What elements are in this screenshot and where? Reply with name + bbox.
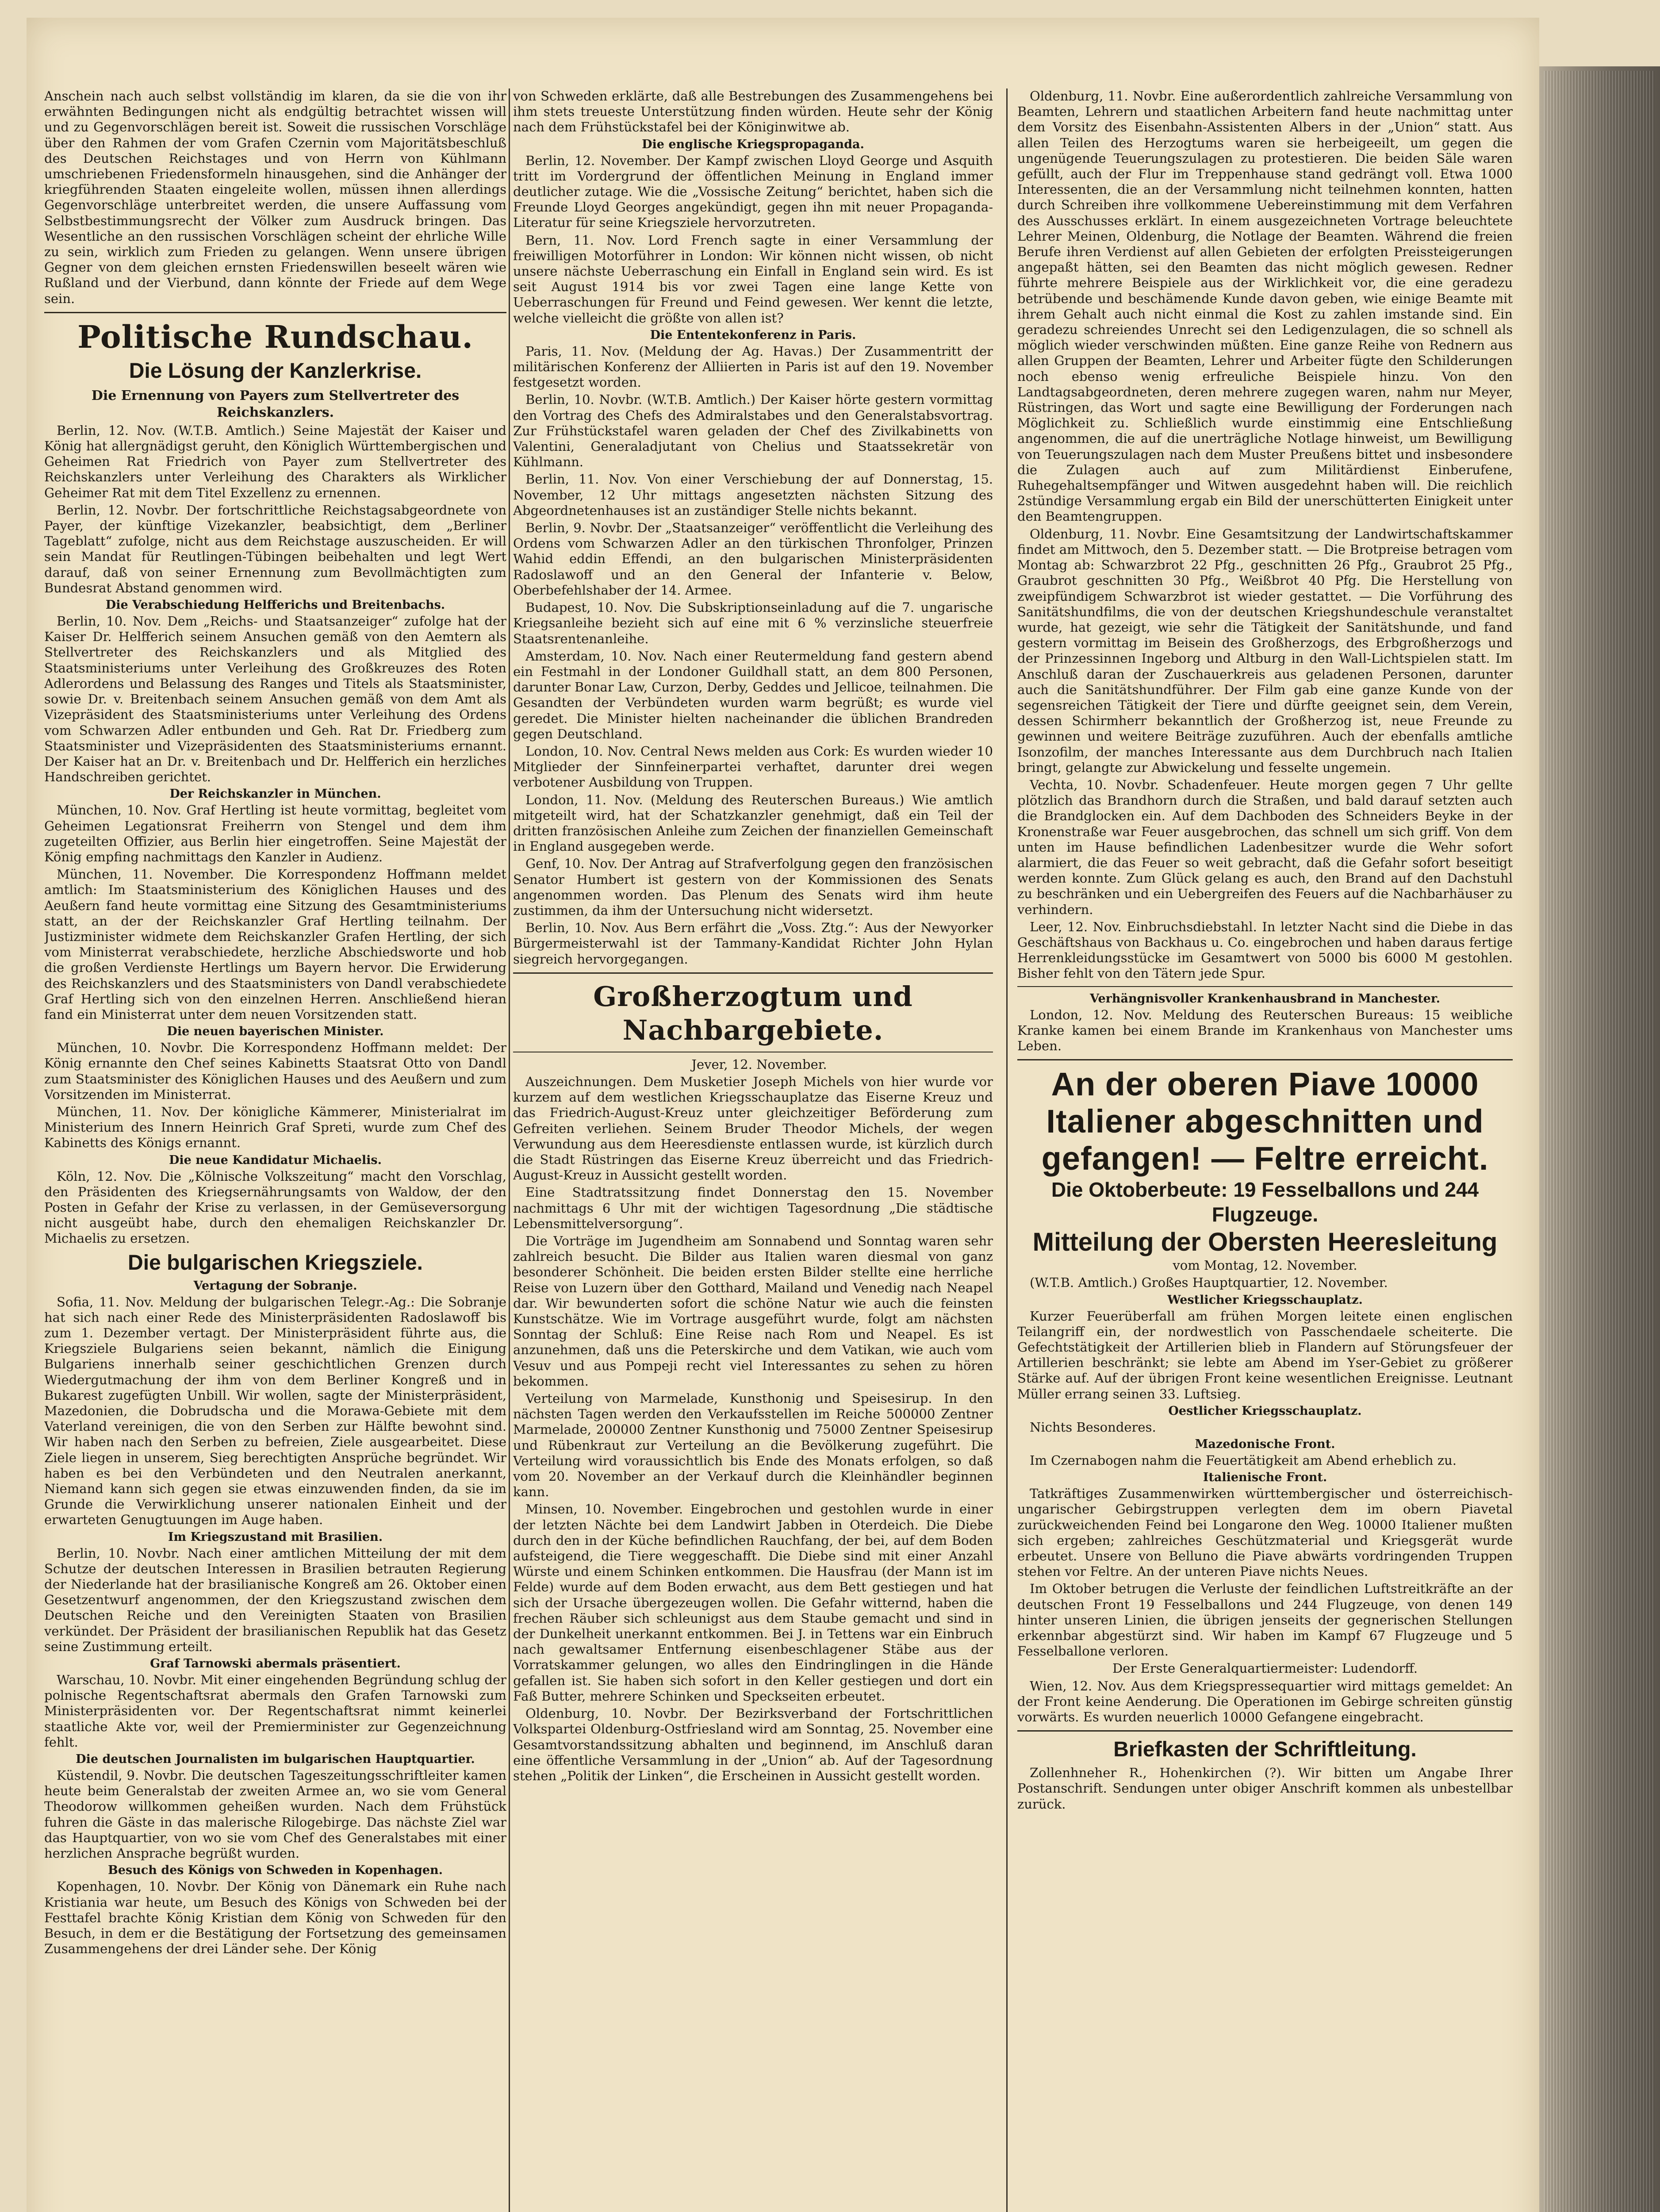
divider: [1017, 1730, 1513, 1732]
article-paragraph: Berlin, 12. Nov. (W.T.B. Amtlich.) Seine Majestät der Kaiser und König hat allergnädigst geruht, den Königlich Württembergischen und Geheimen Rat Friedrich von Payer zum Stellvertreter des Reichskanzlers unter Verleihung des Charakters als Wirklicher Geheimer Rat mit dem Titel Exzellenz zu ernennen.: [44, 422, 506, 500]
column-rule-1: [509, 88, 510, 2212]
article-paragraph: Sofia, 11. Nov. Meldung der bulgarischen Telegr.-Ag.: Die Sobranje hat sich nach einer Rede des Ministerpräsidenten Radoslawoff bis zum 1. Dezember vertagt. Der Ministerpräsident führte aus, die Kriegsziele Bulgariens seien bekannt, nämlich die Einigung Bulgariens innerhalb seiner geschichtlichen Grenzen durch Wiedergutmachung der ihm von dem Berliner Kongreß und in Bukarest zugefügten Unbill. Wir wollen, sagte der Ministerpräsident, Mazedonien, die Dobrudscha und die Morawa-Gebiete mit dem Vaterland vereinigen, die von den Serben zur Hälfte bewohnt sind. Wir haben nach den Serben zu befreien, Ziele ausgearbeitet. Diese Ziele liegen in unserem, Sieg berechtigten Ansprüche begründet. Wir haben es bei den Verbündeten und den Neutralen anerkannt, Niemand kann sich gegen sie etwas einzuwenden finden, da sie im Grunde die Verwirklichung unserer nationalen Einheit und der erwarteten Genugtuungen im Auge haben.: [44, 1294, 506, 1528]
article-paragraph: Budapest, 10. Nov. Die Subskriptionseinladung auf die 7. ungarische Kriegsanleihe bezieht sich auf eine mit 6 % verzinsliche steuerfreie Staatsrentenanleihe.: [513, 600, 993, 646]
headline-briefkasten: Briefkasten der Schriftleitung.: [1113, 1738, 1417, 1762]
war-date: vom Montag, 12. November.: [1173, 1258, 1357, 1273]
headline-bulgarische-kriegsziele: Die bulgarischen Kriegsziele.: [128, 1251, 423, 1275]
article-paragraph: München, 11. Nov. Der königliche Kämmerer, Ministerialrat im Ministerium des Innern Heinrich Graf Spreti, wurde zum Chef des Kabinetts des Königs ernannt.: [44, 1104, 506, 1151]
article-paragraph: Berlin, 10. Novbr. Nach einer amtlichen Mitteilung der mit dem Schutze der deutschen Interessen in Brasilien betrauten Regierung der Niederlande hat der brasilianische Kongreß am 26. Oktober einen Gesetzentwurf angenommen, der den Kriegszustand zwischen dem Deutschen Reiche und den Vereinigten Staaten von Brasilien verkündet. Der Präsident der brasilianischen Republik hat das Gesetz seine Zustimmung erteilt.: [44, 1545, 506, 1654]
subheadline-manchester: Verhängnisvoller Krankenhausbrand in Manchester.: [1090, 991, 1440, 1006]
article-paragraph: (W.T.B. Amtlich.) Großes Hauptquartier, 12. November.: [1030, 1275, 1388, 1290]
column-2: [513, 88, 993, 2212]
article-paragraph: Paris, 11. Nov. (Meldung der Ag. Havas.) Der Zusammentritt der militärischen Konferenz der Alliierten in Paris ist auf den 19. November festgesetzt worden.: [513, 343, 993, 390]
divider: [44, 312, 506, 313]
article-paragraph: Warschau, 10. Novbr. Mit einer eingehenden Begründung schlug der polnische Regentschaftsrat abermals den Grafen Tarnowski zum Ministerpräsidenten vor. Der Regentschaftsrat nimmt keinerlei staatliche Akte vor, weil der Premierminister zur Gegenzeichnung fehlt.: [44, 1672, 506, 1750]
subheadline: Die neue Kandidatur Michaelis.: [169, 1153, 382, 1167]
war-headline-heeresleitung: Mitteilung der Obersten Heeresleitung: [1032, 1228, 1498, 1257]
dateline: Jever, 12. November.: [691, 1056, 827, 1072]
divider: [1017, 1059, 1513, 1060]
article-paragraph: Kopenhagen, 10. Novbr. Der König von Dänemark ein Ruhe nach Kristiania war heute, um Besuch des Königs von Schweden bei der Festtafel brachte König Kristian dem König von Schweden für den Besuch, in dem er die Bestätigung der Fortsetzung des gemeinsamen Zusammengehens der drei Länder sehe. Der König: [44, 1879, 506, 1957]
article-paragraph: Berlin, 10. Nov. Aus Bern erfährt die „Voss. Ztg.“: Aus der Newyorker Bürgermeisterwahl ist der Tammany-Kandidat Richter John Hylan siegreich hervorgegangen.: [513, 920, 993, 967]
article-paragraph: Auszeichnungen. Dem Musketier Joseph Michels von hier wurde vor kurzem auf dem westlichen Kriegsschauplatze das Eiserne Kreuz und das Friedrich-August-Kreuz unter gleichzeitiger Beförderung zum Gefreiten verliehen. Seinem Bruder Theodor Michels, der wegen Verwundung aus dem Heeresdienste entlassen wurde, ist kürzlich durch die Stadt Rüstringen das Eiserne Kreuz überreicht und das Friedrich-August-Kreuz in Aussicht gestellt worden.: [513, 1074, 993, 1183]
article-paragraph: Berlin, 12. November. Der Kampf zwischen Lloyd George und Asquith tritt im Vordergrund der öffentlichen Meinung in England immer deutlicher zutage. Wie die „Vossische Zeitung“ berichtet, haben sich die Freunde Lloyd Georges angekündigt, gegen ihn mit neuer Propaganda-Literatur für seine Kriegsziele hervorzutreten.: [513, 153, 993, 230]
column-rule-2: [1006, 88, 1008, 2212]
article-paragraph: Oldenburg, 10. Novbr. Der Bezirksverband der Fortschrittlichen Volkspartei Oldenburg-Ostfriesland wird am Sonntag, 25. November eine Gesamtvorstandssitzung abhalten und beginnend, im Anschluß daran eine öffentliche Versammlung in der „Union“ ab. Auf der Tagesordnung stehen „Politik der Linken“, die Erscheinen in Aussicht gestellt worden.: [513, 1706, 993, 1783]
article-paragraph: Im Oktober betrugen die Verluste der feindlichen Luftstreitkräfte an der deutschen Front 19 Fesselballons und 244 Flugzeuge, von denen 149 hinter unseren Linien, die übrigen jenseits der gegnerischen Stellungen erkennbar abgestürzt sind. Wir haben im Kampf 67 Flugzeuge und 5 Fesselballone verloren.: [1017, 1581, 1513, 1659]
article-paragraph: Verteilung von Marmelade, Kunsthonig und Speisesirup. In den nächsten Tagen werden den Verkaufsstellen im Reiche 500000 Zentner Marmelade, 200000 Zentner Kunsthonig und 75000 Zentner Speisesirup und Rübenkraut zur Verteilung an die Bevölkerung zugeführt. Die Verteilung wird voraussichtlich bis Ende des Monats erfolgen, so daß vom 20. November an der Verkauf durch die Kleinhändler beginnen kann.: [513, 1391, 993, 1500]
article-paragraph: Nichts Besonderes.: [1030, 1419, 1156, 1435]
article-paragraph: Leer, 12. Nov. Einbruchsdiebstahl. In letzter Nacht sind die Diebe in das Geschäftshaus von Backhaus u. Co. eingebrochen und haben daraus fertige Herrenkleidungsstücke im Gesamtwert von 5000 bis 6000 M gestohlen. Bisher fehlt von den Tätern jede Spur.: [1017, 919, 1513, 981]
article-paragraph: Wien, 12. Nov. Aus dem Kriegspressequartier wird mittags gemeldet: An der Front keine Aenderung. Die Operationen im Gebirge schreiten günstig vorwärts. Es wurden neuerlich 10000 Gefangene eingebracht.: [1017, 1678, 1513, 1725]
subheadline: Die neuen bayerischen Minister.: [167, 1025, 384, 1039]
article-paragraph: Amsterdam, 10. Nov. Nach einer Reutermeldung fand gestern abend ein Festmahl in der Londoner Guildhall statt, an dem 800 Personen, darunter Bonar Law, Curzon, Derby, Geddes und Jellicoe, teilnahmen. Die Gesandten der Verbündeten wurden warm begrüßt; es wurde viel geredet. Die Minister hielten nacheinander die üblichen Brandreden gegen Deutschland.: [513, 648, 993, 741]
subheadline: Graf Tarnowski abermals präsentiert.: [150, 1657, 401, 1671]
war-headline-oktoberbeute: Die Oktoberbeute: 19 Fesselballons und 244 Flugzeuge.: [1051, 1178, 1479, 1226]
article-paragraph: Küstendil, 9. Novbr. Die deutschen Tageszeitungsschriftleiter kamen heute beim Generalstab der zweiten Armee an, wo sie vom General Theodorow willkommen geheißen wurden. Nach dem Frühstück fuhren die Gäste in das malerische Rilogebirge. Das nächste Ziel war das Hauptquartier, von wo sie vom Chef des Generalstabes mit einer herzlichen Ansprache begrüßt wurden.: [44, 1768, 506, 1861]
war-headline-piave: An der oberen Piave 10000 Italiener abgeschnitten und gefangen! — Feltre erreicht.: [1041, 1066, 1489, 1177]
article-paragraph: München, 11. November. Die Korrespondenz Hoffmann meldet amtlich: Im Staatsministerium des Königlichen Hauses und des Aeußern fand heute vormittag eine Sitzung des Gesamtministeriums statt, an der der Reichskanzler Graf Hertling teilnahm. Der Justizminister widmete dem Reichskanzler Grafen Hertling, der sich vom Ministerrat verabschiedete, herzliche Abschiedsworte und hob die großen Verdienste Hertlings um Bayern hervor. Die Erwiderung des Reichskanzlers und des Staatsministers von Dandl verabschiedete Graf Hertling sich von den einzelnen Herren. Anschließend hieran fand ein Ministerrat unter dem neuen Vorsitzenden statt.: [44, 867, 506, 1022]
article-paragraph: Zollenhneher R., Hohenkirchen (?). Wir bitten um Angabe Ihrer Postanschrift. Sendungen unter obiger Anschrift kommen als unbestellbar zurück.: [1017, 1765, 1513, 1812]
article-paragraph: Bern, 11. Nov. Lord French sagte in einer Versammlung der freiwilligen Motorführer in London: Wir können nicht wissen, ob nicht unsere nächste Ueberraschung ein Einfall in England sein wird. Es ist seit August 1914 bis vor zwei Tagen eine lange Kette von Ueberraschungen für Freund und Feind gewesen. Wer kennt die letzte, welche vielleicht die größte von allen ist?: [513, 232, 993, 326]
intro-paragraph: Anschein nach auch selbst vollständig im klaren, da sie die von ihr erwähnten Bedingungen nicht als endgültig betrachtet wissen will und zu Gegenvorschlägen bereit ist. Soweit die russischen Vorschläge über den Rahmen der vom Grafen Czernin vom Majoritätsbeschluß des Deutschen Reichstages und von Herrn von Kühlmann umschriebenen Friedensformeln hinausgehen, sind die Anhänger der kriegführenden Staaten eingeleite wollen, müssen ihnen allerdings Gegenvorschläge unterbreitet werden, die unsere Auffassung vom Selbstbestimmungsrecht der Völker zum Ausdruck bringen. Das Wesentliche an den russischen Vorschlägen scheint der ehrliche Wille zu sein, wirklich zum Frieden zu gelangen. Wenn unsere übrigen Gegner von dem gleichen ernsten Friedenswillen beseelt wären wie Rußland und der Vierbund, dann könnte der Friede auf dem Wege sein.: [44, 88, 506, 306]
article-paragraph: London, 12. Nov. Meldung des Reuterschen Bureaus: 15 weibliche Kranke kamen bei einem Brande im Krankenhaus von Manchester ums Leben.: [1017, 1007, 1513, 1053]
divider: [513, 972, 993, 974]
article-paragraph: Kurzer Feuerüberfall am frühen Morgen leitete einen englischen Teilangriff ein, der nordwestlich von Passchendaele scheiterte. Die Gefechtstätigkeit der Artillerien blieb in Flandern auf Störungsfeuer der Artillerien beschränkt; sie lebte am Abend im Yser-Gebiet zu größerer Stärke auf. Auf der übrigen Front keine wesentlichen Ereignisse. Leutnant Müller errang seinen 33. Luftsieg.: [1017, 1308, 1513, 1402]
subheadline-west: Westlicher Kriegsschauplatz.: [1167, 1293, 1363, 1307]
section-title-grossherzogtum: Großherzogtum und Nachbargebiete.: [593, 980, 913, 1046]
subheadline: Der Reichskanzler in München.: [169, 787, 381, 801]
article-paragraph: München, 10. Nov. Graf Hertling ist heute vormittag, begleitet vom Geheimen Legationsrat Freiherrn von Stengel und dem ihm zugeteilten Offizier, aus Berlin hier eingetroffen. Seine Majestät der König empfing nachmittags den Kanzler in Audienz.: [44, 803, 506, 864]
subheadline: Vertagung der Sobranje.: [193, 1279, 357, 1293]
book-edge-pages: [1544, 71, 1654, 2212]
article-paragraph: Eine Stadtratssitzung findet Donnerstag den 15. November nachmittags 6 Uhr mit der wichtigen Tagesordnung „Die städtische Lebensmittelversorgung“.: [513, 1185, 993, 1231]
article-paragraph: Minsen, 10. November. Eingebrochen und gestohlen wurde in einer der letzten Nächte bei dem Landwirt Jabben in Oterdeich. Die Diebe durch den in der Küche befindlichen Rauchfang, der bei, auf dem Boden aufsteigend, die Tiere weggeschafft. Die Diebe sind mit einer Anzahl Würste und einem Schinken entkommen. Die Hausfrau (der Mann ist im Felde) wurde auf dem Boden erwacht, aus dem Bett gestiegen und hat sich der Ursache übergezeugen wollen. Die Gefahr witternd, haben die frechen Räuber sich schleunigst aus dem Staube gemacht und sind in der Dunkelheit unerkannt entkommen. Bei J. in Tettens war ein Einbruch nach gewaltsamer Entfernung eisenbeschlagener Stäbe aus der Vorratskammer gelungen, wo alles den Eindringlingen in die Hände gefallen ist. Sie haben sich sofort in den Keller gestiegen und dort ein Faß Butter, mehrere Schinken und Speckseiten erbeutet.: [513, 1502, 993, 1704]
subheadline-italy: Italienische Front.: [1203, 1471, 1327, 1485]
article-paragraph: Vechta, 10. Novbr. Schadenfeuer. Heute morgen gegen 7 Uhr gellte plötzlich das Brandhorn durch die Straßen, und bald darauf setzten auch die Brandglocken ein. Auf dem Dachboden des Schneiders Beyke in der Kronenstraße war Feuer ausgebrochen, das schnell um sich griff. Von dem unten im Hause befindlichen Ladenbesitzer wurde die Wehr sofort alarmiert, die das Feuer so weit gebracht, daß die Gefahr sofort beseitigt werden konnte. Zum Glück gelang es auch, den Brand auf den Dachstuhl zu beschränken und ein Uebergreifen des Feuers auf die Nachbarhäuser zu verhindern.: [1017, 777, 1513, 917]
subheadline-payer: Die Ernennung von Payers zum Stellvertreter des Reichskanzlers.: [91, 388, 460, 420]
subheadline: Im Kriegszustand mit Brasilien.: [168, 1530, 383, 1544]
subheadline: Die Verabschiedung Helfferichs und Breitenbachs.: [105, 598, 445, 612]
article-paragraph: Berlin, 12. Novbr. Der fortschrittliche Reichstagsabgeordnete von Payer, der künftige Vizekanzler, beabsichtigt, dem „Berliner Tageblatt“ zufolge, nicht aus dem Reichstage auszuscheiden. Er will sein Mandat für Reutlingen-Tübingen beibehalten und legt Wert darauf, daß von seiner Ernennung zum Bevollmächtigten zum Bundesrat Abstand genommen wird.: [44, 502, 506, 595]
article-paragraph: Die Vorträge im Jugendheim am Sonnabend und Sonntag waren sehr zahlreich besucht. Die Bilder aus Italien waren diesmal von ganz besonderer Schönheit. Die beiden ersten Bilder stellte eine herrliche Reise von Luzern über den Gotthard, Mailand und Venedig nach Neapel dar. Wir bewunderten sofort die schöne Natur wie auch die feinsten Kunstschätze. Wie im Vortrage ausgeführt wurde, folgt am nächsten Sonntag der Schluß: Eine Reise nach Rom und Neapel. Es ist anzunehmen, daß uns die Peterskirche und dem Vatikan, wie auch vom Vesuv und aus Pompeji recht viel Interessantes zu sehen zu hören bekommen.: [513, 1233, 993, 1389]
column-1: [44, 88, 506, 2212]
subheadline-east: Oestlicher Kriegsschauplatz.: [1168, 1404, 1362, 1418]
article-paragraph: Köln, 12. Nov. Die „Kölnische Volkszeitung“ macht den Vorschlag, den Präsidenten des Kriegsernährungsamts von Waldow, der den Posten in Gefahr der Krise zu verlassen, in der Gemüseversorgung nicht ausgeübt habe, durch den ehemaligen Reichskanzler Dr. Michaelis zu ersetzen.: [44, 1168, 506, 1246]
article-paragraph: Im Czernabogen nahm die Feuertätigkeit am Abend erheblich zu.: [1030, 1453, 1457, 1468]
article-paragraph: London, 10. Nov. Central News melden aus Cork: Es wurden wieder 10 Mitglieder der Sinnfeinerpartei verhaftet, darunter drei wegen verbotener Ausbildung von Truppen.: [513, 743, 993, 790]
column-3: [1017, 88, 1513, 2212]
article-paragraph: von Schweden erklärte, daß alle Bestrebungen des Zusammengehens bei ihm stets treueste Unterstützung finden würden. Heute sehr der König nach dem Frühstückstafel bei der Königinwitwe ab.: [513, 88, 993, 135]
subheadline-macedonia: Mazedonische Front.: [1195, 1437, 1335, 1452]
article-paragraph: Tatkräftiges Zusammenwirken württembergischer und österreichisch-ungarischer Gebirgstruppen verlegten dem im obern Piavetal zurückweichenden Feind bei Longarone den Weg. 10000 Italiener mußten sich ergeben; zahlreiches Geschützmaterial und Kriegsgerät wurde erbeutet. Unsere von Belluno die Piave abwärts vordringenden Truppen stehen vor Feltre. An der unteren Piave nichts Neues.: [1017, 1486, 1513, 1579]
article-paragraph: Berlin, 10. Novbr. (W.T.B. Amtlich.) Der Kaiser hörte gestern vormittag den Vortrag des Chefs des Admiralstabes und den Generalstabsvortrag. Zur Frühstückstafel waren geladen der Chef des Zivilkabinetts von Valentini, Generaladjutant von Chelius und Staatssekretär von Kühlmann.: [513, 392, 993, 470]
section-title-politische-rundschau: Politische Rundschau.: [77, 318, 473, 355]
subheadline: Die englische Kriegspropaganda.: [642, 137, 864, 151]
headline-kanzlerkrise: Die Lösung der Kanzlerkrise.: [129, 359, 422, 383]
article-paragraph: London, 11. Nov. (Meldung des Reuterschen Bureaus.) Wie amtlich mitgeteilt wird, hat der Schatzkanzler genehmigt, daß ein Teil der dritten französischen Anleihe zum Zeichen der finanziellen Gemeinschaft in England ausgegeben werde.: [513, 792, 993, 854]
subheadline: Die deutschen Journalisten im bulgarischen Hauptquartier.: [76, 1752, 475, 1767]
article-paragraph: Berlin, 10. Nov. Dem „Reichs- und Staatsanzeiger“ zufolge hat der Kaiser Dr. Helfferich seinem Ansuchen gemäß von den Aemtern als Stellvertreter des Reichskanzlers und als Mitglied des Staatsministeriums unter Verleihung des Großkreuzes des Roten Adlerordens und Belassung des Ranges und Titels als Staatsminister, sowie Dr. v. Breitenbach seinem Ansuchen gemäß von dem Amt als Vizepräsident des Staatsministeriums unter Verleihung des Ordens vom Schwarzen Adler entbunden und Geh. Rat Dr. Friedberg zum Staatsminister und Vizepräsidenten des Staatsministeriums ernannt. Der Kaiser hat an Dr. v. Breitenbach und Dr. Helfferich ein herzliches Handschreiben gerichtet.: [44, 614, 506, 785]
signature-ludendorff: Der Erste Generalquartiermeister: Ludendorff.: [1112, 1661, 1418, 1676]
article-paragraph: Genf, 10. Nov. Der Antrag auf Strafverfolgung gegen den französischen Senator Humbert ist gestern von der Kommissionen des Senats angenommen worden. Das Plenum des Senats wird ihm heute zustimmen, da ihm der Untersuchung nicht widersetzt.: [513, 856, 993, 918]
article-paragraph: Oldenburg, 11. Novbr. Eine außerordentlich zahlreiche Versammlung von Beamten, Lehrern und staatlichen Arbeitern fand heute nachmittag unter dem Vorsitz des Eisenbahn-Assistenten Albers in der „Union“ statt. Aus allen Teilen des Herzogtums waren sie herbeigeeilt, um gegen die ungenügende Teuerungszulagen zu protestieren. Die beiden Säle waren gefüllt, auch der Flur im Treppenhause stand gedrängt voll. Etwa 1000 Interessenten, die an der Versammlung nicht teilnehmen konnten, hatten durch Schreiben ihre vollkommene Uebereinstimmung mit dem Verfahren des Ausschusses erklärt. In einem ausgezeichneten Vortrage beleuchtete Lehrer Meinen, Oldenburg, die Notlage der Beamten. Während die freien Berufe ihren Verdienst auf allen Gebieten der erfolgten Preissteigerungen angepaßt hätten, sei den Beamten das nicht möglich gewesen. Redner führte mehrere Beispiele aus der Wirklichkeit vor, die eine geradezu betrübende und beschämende Kunde davon geben, wie einige Beamte mit ihrem Gehalt auch nicht einmal die Kost zu zahlen imstande sind. Ein geradezu schreiendes Unrecht sei den Ledigenzulagen, die so schnell als möglich wieder verschwinden müßten. Eine ganze Reihe von Rednern aus allen Gruppen der Beamten, Lehrer und Arbeiter fügte den Schilderungen noch ebenso wenig erfreuliche Beispiele hinzu. Von den Landtagsabgeordneten, deren mehrere zugegen waren, nahm nur Meyer, Rüstringen, das Wort und sagte eine Bewilligung der Forderungen nach Möglichkeit zu. Schließlich wurde einstimmig eine Entschließung angenommen, die auf die unerträgliche Notlage hinweist, um Bewilligung von Teuerungszulagen nach dem Muster Preußens bittet und insbesondere die Zulagen auch auf zum Militärdienst Einberufene, Ruhegehaltsempfänger und Witwen ausgedehnt haben will. Die reichlich 2stündige Versammlung ergab ein Bild der unerschütterten Einigkeit unter den Beamtengruppen.: [1017, 88, 1513, 524]
article-paragraph: München, 10. Novbr. Die Korrespondenz Hoffmann meldet: Der König ernannte den Chef seines Kabinetts Staatsrat Otto von Dandl zum Staatsminister des Königlichen Hauses und des Aeußern und zum Vorsitzenden im Ministerrat.: [44, 1040, 506, 1102]
article-paragraph: Berlin, 9. Novbr. Der „Staatsanzeiger“ veröffentlicht die Verleihung des Ordens vom Schwarzen Adler an den türkischen Thronfolger, Prinzen Wahid eddin Effendi, an den bulgarischen Ministerpräsidenten Radoslawoff und an den General der Infanterie v. Below, Oberbefehlshaber der 14. Armee.: [513, 520, 993, 598]
subheadline: Besuch des Königs von Schweden in Kopenhagen.: [107, 1863, 443, 1878]
divider: [1017, 986, 1513, 987]
article-paragraph: Oldenburg, 11. Novbr. Eine Gesamtsitzung der Landwirtschaftskammer findet am Mittwoch, den 5. Dezember statt. — Die Brotpreise betragen vom Montag ab: Schwarzbrot 22 Pfg., geschnitten 26 Pfg., Graubrot 25 Pfg., Graubrot geschnitten 30 Pfg., Weißbrot 40 Pfg. Die Herstellung von zweipfündigem Schwarzbrot ist wieder gestattet. — Die Vorführung des Sanitätshundfilms, die von der deutschen Kriegshundeschule veranstaltet wurde, hat gezeigt, wie sehr die Tätigkeit der Sanitätshunde, und fand gestern vormittag im Beisein des Großherzogs, des Erbgroßherzogs und der Prinzessinnen Ingeborg und Altburg in den Wall-Lichtspielen statt. Im Anschluß daran der Zuschauerkreis aus geladenen Personen, darunter auch die Sanitätshundführer. Der Film gab eine ganze Kunde von der segensreichen Tätigkeit der Tiere und dürfte geeignet sein, dem Verein, dessen Schirmherr bekanntlich der Großherzog ist, neue Freunde zu gewinnen und weitere Beiträge zuzuführen. Auch der ebenfalls amtliche Isonzofilm, der manches Interessante aus dem Durchbruch nach Italien bringt, gelangte zur Abwickelung und fesselte ungemein.: [1017, 526, 1513, 775]
article-paragraph: Berlin, 11. Nov. Von einer Verschiebung der auf Donnerstag, 15. November, 12 Uhr mittags angesetzten nächsten Sitzung des Abgeordnetenhauses ist an zuständiger Stelle nichts bekannt.: [513, 472, 993, 518]
subheadline: Die Ententekonferenz in Paris.: [650, 328, 856, 342]
